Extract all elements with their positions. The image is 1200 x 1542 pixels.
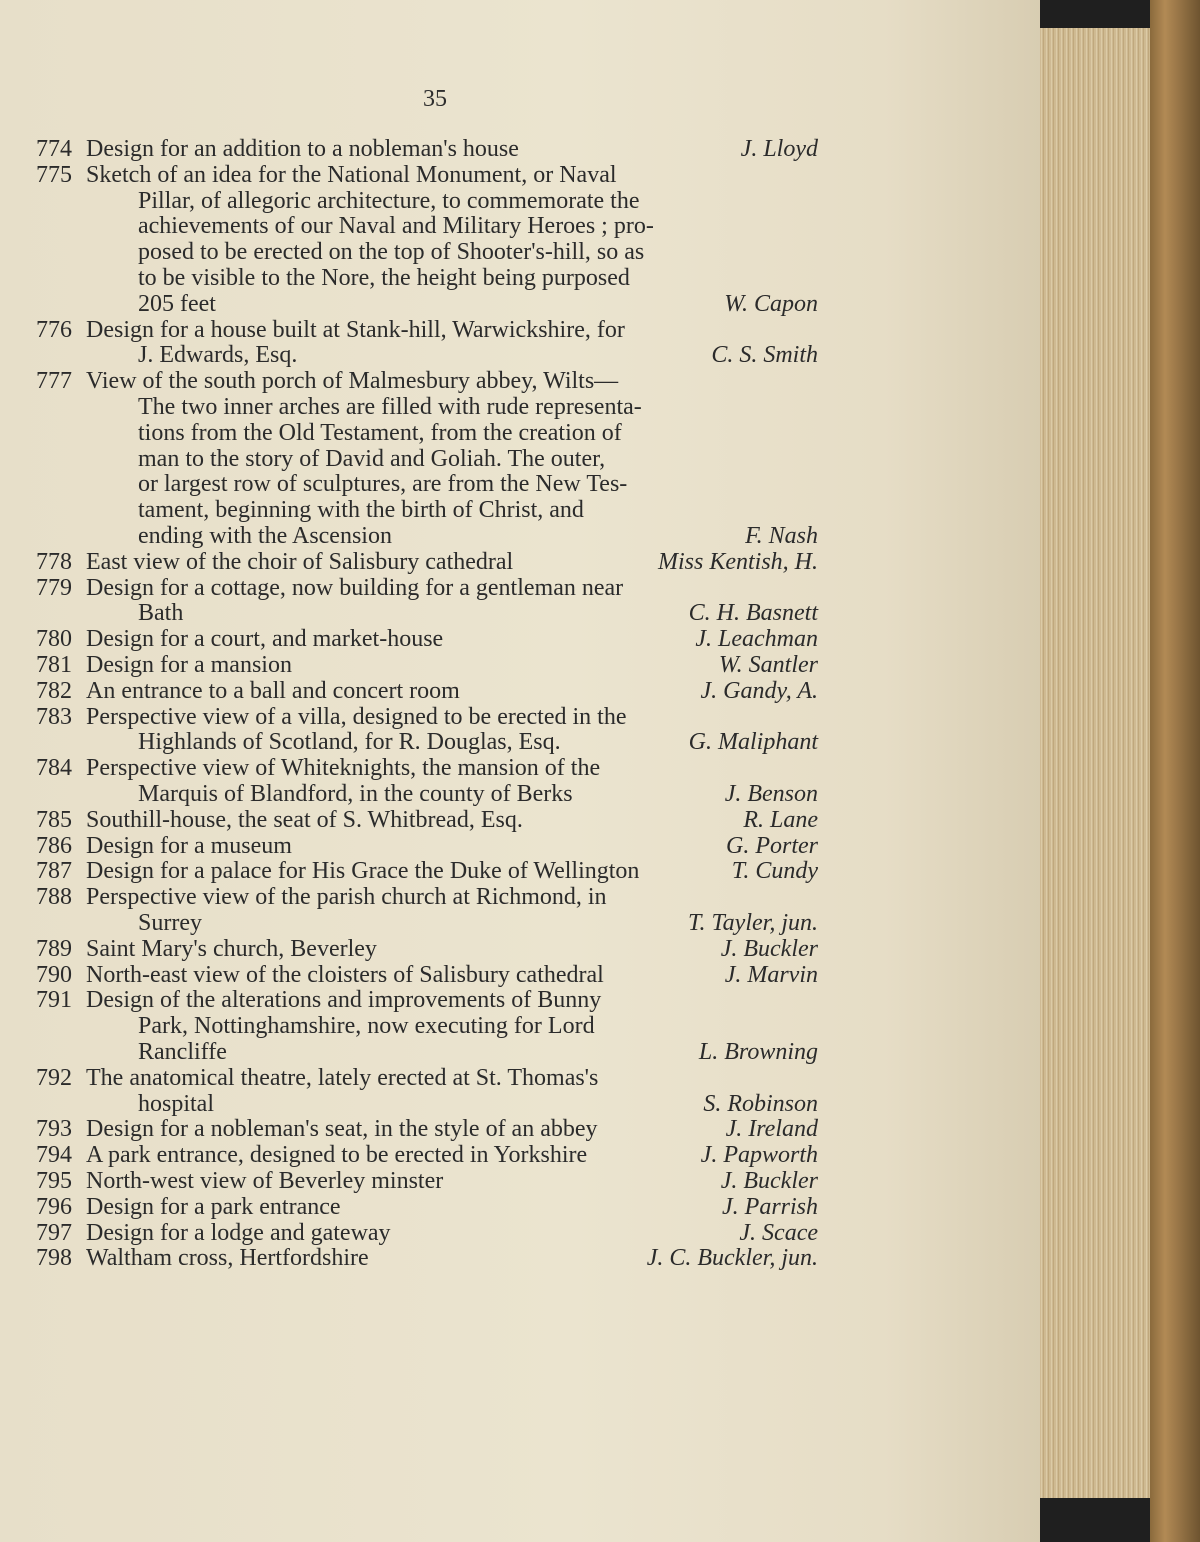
- entry-number: 786: [36, 832, 72, 859]
- artist-name: J. Scace: [739, 1219, 818, 1246]
- entry-text: Southill-house, the seat of S. Whitbread, Esq.: [86, 806, 523, 833]
- artist-name: W. Capon: [724, 290, 818, 317]
- artist-name: W. Santler: [718, 652, 818, 678]
- entry-text: Marquis of Blandford, in the county of Berks: [138, 781, 573, 807]
- artist-name: J. Marvin: [724, 961, 818, 988]
- artist-name: R. Lane: [743, 806, 818, 833]
- entry-text: Highlands of Scotland, for R. Douglas, Esq.: [138, 729, 561, 756]
- entry-number: 796: [36, 1193, 72, 1220]
- entry-text: Sketch of an idea for the National Monument, or Naval: [86, 161, 617, 188]
- entry-number: 797: [36, 1219, 72, 1246]
- entry-number: 794: [36, 1142, 72, 1169]
- entry-number: 790: [36, 961, 72, 988]
- entry-text: North-east view of the cloisters of Salisbury cathedral: [86, 961, 604, 988]
- entry-text: J. Edwards, Esq.: [138, 342, 298, 369]
- entry-text: hospital: [138, 1090, 214, 1117]
- entry-number: 792: [36, 1064, 72, 1091]
- page-fore-edge: [1040, 28, 1150, 1498]
- entry-text: North-west view of Beverley minster: [86, 1168, 444, 1194]
- artist-name: T. Tayler, jun.: [687, 910, 818, 936]
- entry-text: Rancliffe: [138, 1039, 227, 1065]
- entry-text: Saint Mary's church, Beverley: [86, 935, 377, 962]
- entry-text: Park, Nottinghamshire, now executing for Lord: [138, 1013, 595, 1040]
- artist-name: J. Ireland: [725, 1116, 818, 1143]
- entry-text: Waltham cross, Hertfordshire: [86, 1245, 369, 1272]
- entry-number: 795: [36, 1168, 72, 1194]
- entry-number: 788: [36, 884, 72, 911]
- artist-name: G. Maliphant: [688, 729, 818, 756]
- entry-number: 780: [36, 626, 72, 653]
- artist-name: G. Porter: [726, 832, 818, 859]
- artist-name: J. Leachman: [695, 626, 818, 653]
- artist-name: J. Lloyd: [740, 136, 818, 162]
- entry-number: 776: [36, 316, 72, 343]
- entry-text: Design for a mansion: [86, 652, 292, 678]
- entry-text: Design for a park entrance: [86, 1193, 341, 1220]
- entry-text: Surrey: [138, 910, 202, 936]
- artist-name: J. Buckler: [720, 935, 818, 962]
- entry-number: 783: [36, 703, 72, 730]
- entry-number: 775: [36, 161, 72, 188]
- entry-number: 782: [36, 677, 72, 704]
- entry-text: Perspective view of Whiteknights, the mansion of the: [86, 755, 601, 782]
- entry-text: Perspective view of a villa, designed to be erected in the: [86, 703, 627, 730]
- artist-name: J. Parrish: [722, 1193, 818, 1220]
- entry-text: View of the south porch of Malmesbury abbey, Wilts—: [86, 368, 619, 395]
- artist-name: J. Gandy, A.: [700, 677, 818, 704]
- entry-number: 791: [36, 987, 72, 1014]
- entry-number: 787: [36, 858, 72, 885]
- entry-number: 793: [36, 1116, 72, 1143]
- entry-number: 784: [36, 755, 72, 782]
- artist-name: T. Cundy: [731, 858, 818, 885]
- entry-text: Design of the alterations and improvements of Bunny: [86, 987, 602, 1014]
- page-number: 35: [423, 86, 447, 112]
- entry-text: Perspective view of the parish church at Richmond, in: [86, 884, 607, 911]
- entry-text: 205 feet: [138, 290, 216, 317]
- artist-name: S. Robinson: [703, 1090, 818, 1117]
- entry-text: Design for a museum: [86, 832, 292, 859]
- entry-text: Design for a nobleman's seat, in the style of an abbey: [86, 1116, 598, 1143]
- artist-name: C. H. Basnett: [688, 600, 818, 627]
- book-cover-edge: [1150, 0, 1200, 1542]
- entry-text: Design for a house built at Stank-hill, Warwickshire, for: [86, 316, 625, 343]
- artist-name: J. Papworth: [700, 1142, 818, 1169]
- artist-name: J. Buckler: [720, 1168, 818, 1194]
- artist-name: Miss Kentish, H.: [657, 548, 818, 575]
- entry-text: ending with the Ascension: [138, 523, 392, 549]
- entry-text: Bath: [138, 600, 184, 627]
- entry-text: to be visible to the Nore, the height being purposed: [138, 265, 630, 291]
- entry-text: Design for a cottage, now building for a gentleman near: [86, 574, 624, 601]
- entry-text: or largest row of sculptures, are from the New Tes-: [138, 471, 628, 498]
- entry-number: 798: [36, 1245, 72, 1272]
- entry-number: 789: [36, 935, 72, 962]
- artist-name: J. C. Buckler, jun.: [646, 1245, 818, 1272]
- entry-text: achievements of our Naval and Military Heroes ; pro-: [138, 213, 654, 240]
- entry-text: tament, beginning with the birth of Christ, and: [138, 497, 584, 524]
- entry-number: 777: [36, 368, 72, 395]
- entry-text: Design for an addition to a nobleman's house: [86, 136, 519, 162]
- entry-number: 779: [36, 574, 72, 601]
- entry-number: 774: [36, 136, 72, 162]
- entry-text: The two inner arches are filled with rude representa-: [138, 394, 642, 420]
- entry-text: Design for a court, and market-house: [86, 626, 444, 653]
- artist-name: F. Nash: [745, 523, 818, 549]
- entry-text: Pillar, of allegoric architecture, to commemorate the: [138, 187, 640, 214]
- entry-text: A park entrance, designed to be erected in Yorkshire: [86, 1142, 588, 1169]
- entry-text: posed to be erected on the top of Shooter's-hill, so as: [138, 239, 645, 266]
- artist-name: C. S. Smith: [711, 342, 818, 369]
- entry-text: Design for a palace for His Grace the Duke of Wellington: [86, 858, 640, 885]
- artist-name: J. Benson: [724, 781, 818, 807]
- entry-text: An entrance to a ball and concert room: [86, 677, 460, 704]
- entry-number: 785: [36, 806, 72, 833]
- entry-number: 778: [36, 548, 72, 575]
- entry-text: man to the story of David and Goliah. The outer,: [138, 445, 606, 472]
- artist-name: L. Browning: [698, 1039, 818, 1065]
- entry-text: Design for a lodge and gateway: [86, 1219, 391, 1246]
- entry-number: 781: [36, 652, 72, 678]
- entry-text: The anatomical theatre, lately erected at St. Thomas's: [86, 1064, 599, 1091]
- entry-text: East view of the choir of Salisbury cathedral: [86, 548, 514, 575]
- entry-text: tions from the Old Testament, from the creation of: [138, 419, 622, 446]
